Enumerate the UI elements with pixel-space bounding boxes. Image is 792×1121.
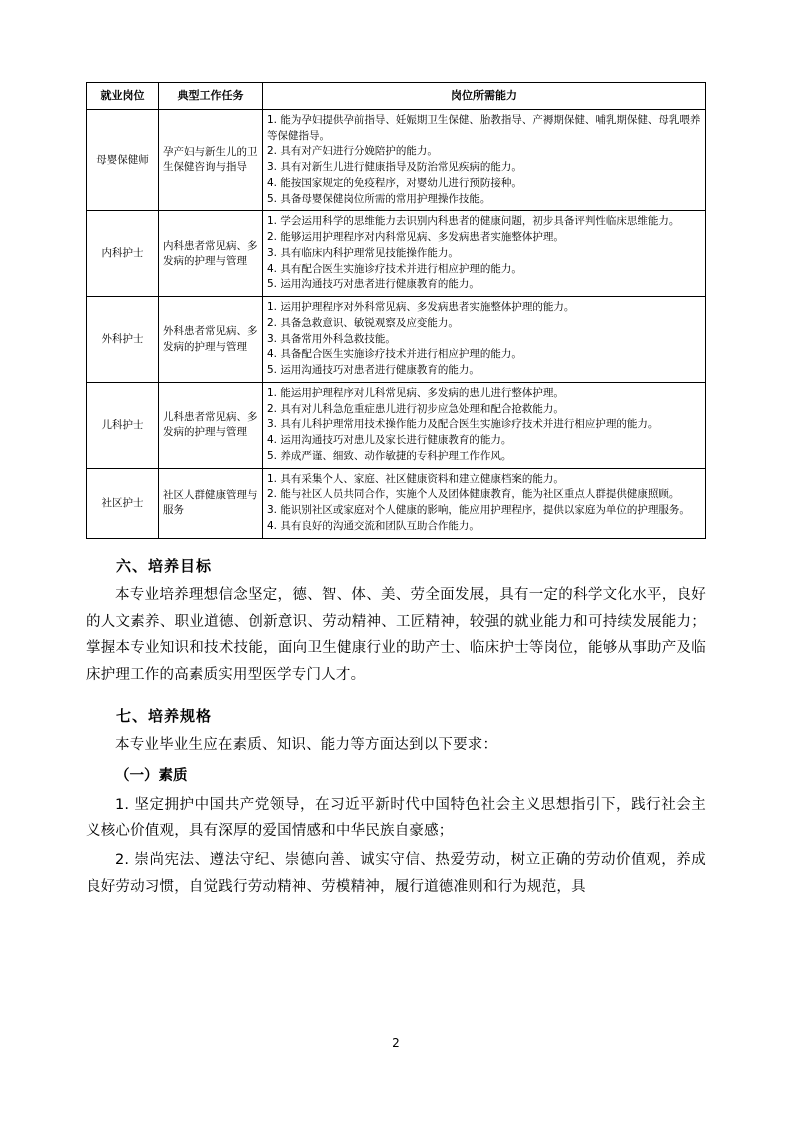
table-row — [87, 382, 706, 468]
cell-task: 内科患者常见病、多发病的护理与管理 — [159, 211, 263, 297]
ability-item: 5. 具备母婴保健岗位所需的常用护理操作技能。 — [267, 192, 491, 205]
section-heading-seven: 七、培养规格 — [116, 706, 213, 725]
ability-item: 1. 能为孕妇提供孕前指导、妊娠期卫生保健、胎教指导、产褥期保健、哺乳期保健、母乳喂养等保健指导。 — [267, 113, 701, 142]
page-content — [86, 82, 706, 903]
ability-item: 4. 具有良好的沟通交流和团队互助合作能力。 — [267, 519, 480, 532]
section-heading-six: 六、培养目标 — [116, 556, 213, 575]
table-row — [87, 211, 706, 297]
ability-item: 3. 具有对新生儿进行健康指导及防治常见疾病的能力。 — [267, 161, 522, 174]
ability-item: 2. 具备急救意识、敏锐观察及应变能力。 — [267, 316, 459, 329]
cell-abilities — [263, 211, 706, 297]
cell-post: 外科护士 — [87, 297, 159, 383]
ability-item: 3. 具有儿科护理常用技术操作能力及配合医生实施诊疗技术并进行相应护理的能力。 — [267, 418, 659, 431]
ability-item: 5. 运用沟通技巧对患者进行健康教育的能力。 — [267, 278, 480, 291]
requirement-item-2: 2. 崇尚宪法、遵法守纪、崇德向善、诚实守信、热爱劳动，树立正确的劳动价值观，养成良好劳动习惯，自觉践行劳动精神、劳模精神，履行道德准则和行为规范，具 — [86, 852, 706, 895]
ability-item: 4. 运用沟通技巧对患儿及家长进行健康教育的能力。 — [267, 434, 512, 447]
table-header-post: 就业岗位 — [87, 83, 159, 110]
cell-post: 母婴保健师 — [87, 109, 159, 211]
requirement-item-1: 1. 坚定拥护中国共产党领导，在习近平新时代中国特色社会主义思想指引下，践行社会主义核心价值观，具有深厚的爱国情感和中华民族自豪感； — [86, 796, 706, 840]
cell-abilities — [263, 297, 706, 383]
cell-post: 儿科护士 — [87, 382, 159, 468]
ability-item: 5. 运用沟通技巧对患者进行健康教育的能力。 — [267, 364, 480, 377]
ability-item: 2. 能与社区人员共同合作，实施个人及团体健康教育，能为社区重点人群提供健康照顾。 — [267, 488, 680, 501]
cell-abilities — [263, 382, 706, 468]
employment-post-ability-table — [86, 82, 706, 539]
ability-item: 1. 具有采集个人、家庭、社区健康资料和建立健康档案的能力。 — [267, 472, 564, 485]
subsection-heading-one: （一）素质 — [115, 767, 188, 784]
ability-item: 3. 具有临床内科护理常见技能操作能力。 — [267, 246, 459, 259]
table-header-row — [87, 83, 706, 110]
table-row — [87, 109, 706, 211]
cell-task: 社区人群健康管理与服务 — [159, 468, 263, 538]
ability-item: 1. 学会运用科学的思维能力去识别内科患者的健康问题，初步具备评判性临床思维能力。 — [267, 215, 680, 228]
section-six-paragraph: 本专业培养理想信念坚定，德、智、体、美、劳全面发展，具有一定的科学文化水平，良好的人文素养、职业道德、创新意识、劳动精神、工匠精神，较强的就业能力和可持续发展能力；掌握本专业知识和技术技能，面向卫生健康行业的助产士、临床护士等岗位，能够从事助产及临床护理工作的高素质实用型医学专门人才。 — [86, 586, 706, 684]
cell-task: 外科患者常见病、多发病的护理与管理 — [159, 297, 263, 383]
cell-abilities — [263, 468, 706, 538]
page-number: 2 — [392, 1036, 400, 1050]
cell-task: 孕产妇与新生儿的卫生保健咨询与指导 — [159, 109, 263, 211]
ability-item: 1. 能运用护理程序对儿科常见病、多发病的患儿进行整体护理。 — [267, 386, 564, 399]
ability-item: 2. 具有对儿科急危重症患儿进行初步应急处理和配合抢救能力。 — [267, 402, 564, 415]
ability-item: 1. 运用护理程序对外科常见病、多发病患者实施整体护理的能力。 — [267, 301, 575, 314]
ability-item: 3. 具备常用外科急救技能。 — [267, 332, 396, 345]
table-header-task: 典型工作任务 — [159, 83, 263, 110]
ability-item: 2. 具有对产妇进行分娩陪护的能力。 — [267, 145, 438, 158]
table-row — [87, 297, 706, 383]
ability-item: 3. 能识别社区或家庭对个人健康的影响，能应用护理程序，提供以家庭为单位的护理服务。 — [267, 504, 690, 517]
ability-item: 4. 能按国家规定的免疫程序，对婴幼儿进行预防接种。 — [267, 176, 522, 189]
ability-item: 2. 能够运用护理程序对内科常见病、多发病患者实施整体护理。 — [267, 231, 564, 244]
cell-abilities — [263, 109, 706, 211]
table-row — [87, 468, 706, 538]
ability-item: 5. 养成严谨、细致、动作敏捷的专科护理工作作风。 — [267, 449, 512, 462]
ability-item: 4. 具有配合医生实施诊疗技术并进行相应护理的能力。 — [267, 262, 522, 275]
cell-post: 内科护士 — [87, 211, 159, 297]
cell-task: 儿科患者常见病、多发病的护理与管理 — [159, 382, 263, 468]
table-header-ability: 岗位所需能力 — [263, 83, 706, 110]
cell-post: 社区护士 — [87, 468, 159, 538]
ability-item: 4. 具备配合医生实施诊疗技术并进行相应护理的能力。 — [267, 348, 522, 361]
section-seven-paragraph: 本专业毕业生应在素质、知识、能力等方面达到以下要求： — [115, 736, 498, 753]
